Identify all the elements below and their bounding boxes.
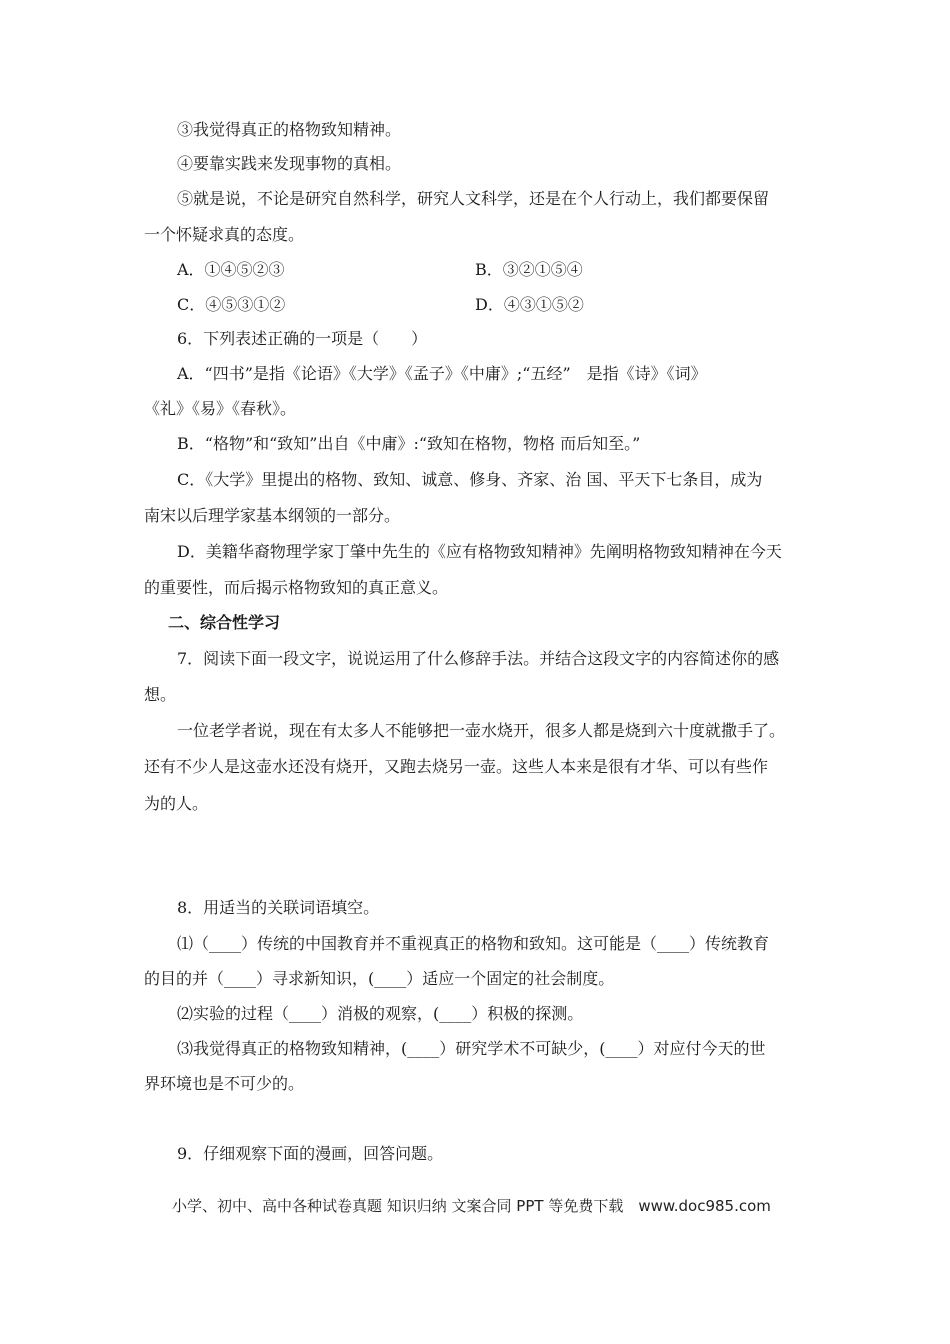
q6-stem: 6．下列表述正确的一项是（ ） [177,329,428,348]
q7-passage-line-1: 一位老学者说，现在有太多人不能够把一壶水烧开，很多人都是烧到六十度就撒手了。 [177,721,786,740]
q6-option-b: B．“格物”和“致知”出自《中庸》:“致知在格物，物格 而后知至。” [177,434,641,453]
q6-option-a-line-1: A．“四书”是指《论语》《大学》《孟子》《中庸》;“五经” 是指《诗》《词》 [177,364,707,383]
page-footer: 小学、初中、高中各种试卷真题 知识归纳 文案合同 PPT 等免费下载 www.doc985.com [172,1197,771,1215]
q8-stem: 8．用适当的关联词语填空。 [177,898,380,917]
q6-option-d-line-2: 的重要性，而后揭示格物致知的真正意义。 [144,578,449,597]
sentence-5-line-1: ⑤就是说，不论是研究自然科学，研究人文科学，还是在个人行动上，我们都要保留 [177,189,770,208]
q7-passage-line-3: 为的人。 [144,794,209,813]
q7-stem-line-2: 想。 [144,685,177,704]
q6-option-c-line-1: C．《大学》里提出的格物、致知、诚意、修身、齐家、治 国、平天下七条目，成为 [177,470,763,489]
q8-part-1-line-1: ⑴（____）传统的中国教育并不重视真正的格物和致知。这可能是（____）传统教育 [177,934,770,953]
sentence-4: ④要靠实践来发现事物的真相。 [177,154,402,173]
q7-passage-line-2: 还有不少人是这壶水还没有烧开，又跑去烧另一壶。这些人本来是很有才华、可以有些作 [144,757,769,776]
q6-option-c-line-2: 南宋以后理学家基本纲领的一部分。 [144,506,401,525]
q5-option-d: D．④③①⑤② [475,295,584,314]
q5-option-a: A．①④⑤②③ [177,260,285,279]
q8-part-1-line-2: 的目的并（____）寻求新知识，(____）适应一个固定的社会制度。 [144,969,615,988]
q5-option-c: C．④⑤③①② [177,295,286,314]
section-2-heading: 二、综合性学习 [168,613,281,632]
q8-part-3-line-1: ⑶我觉得真正的格物致知精神，(____）研究学术不可缺少，(____）对应付今天的世 [177,1039,766,1058]
q8-part-2: ⑵实验的过程（____）消极的观察，(____）积极的探测。 [177,1004,584,1023]
q9-stem: 9．仔细观察下面的漫画，回答问题。 [177,1144,444,1163]
sentence-5-line-2: 一个怀疑求真的态度。 [144,225,305,244]
q6-option-a-line-2: 《礼》《易》《春秋》。 [144,399,297,418]
q7-stem-line-1: 7．阅读下面一段文字，说说运用了什么修辞手法。并结合这段文字的内容简述你的感 [177,649,780,668]
sentence-3: ③我觉得真正的格物致知精神。 [177,120,402,139]
q8-part-3-line-2: 界环境也是不可少的。 [144,1074,305,1093]
q6-option-d-line-1: D．美籍华裔物理学家丁肇中先生的《应有格物致知精神》先阐明格物致知精神在今天 [177,542,782,561]
q5-option-b: B．③②①⑤④ [475,260,583,279]
